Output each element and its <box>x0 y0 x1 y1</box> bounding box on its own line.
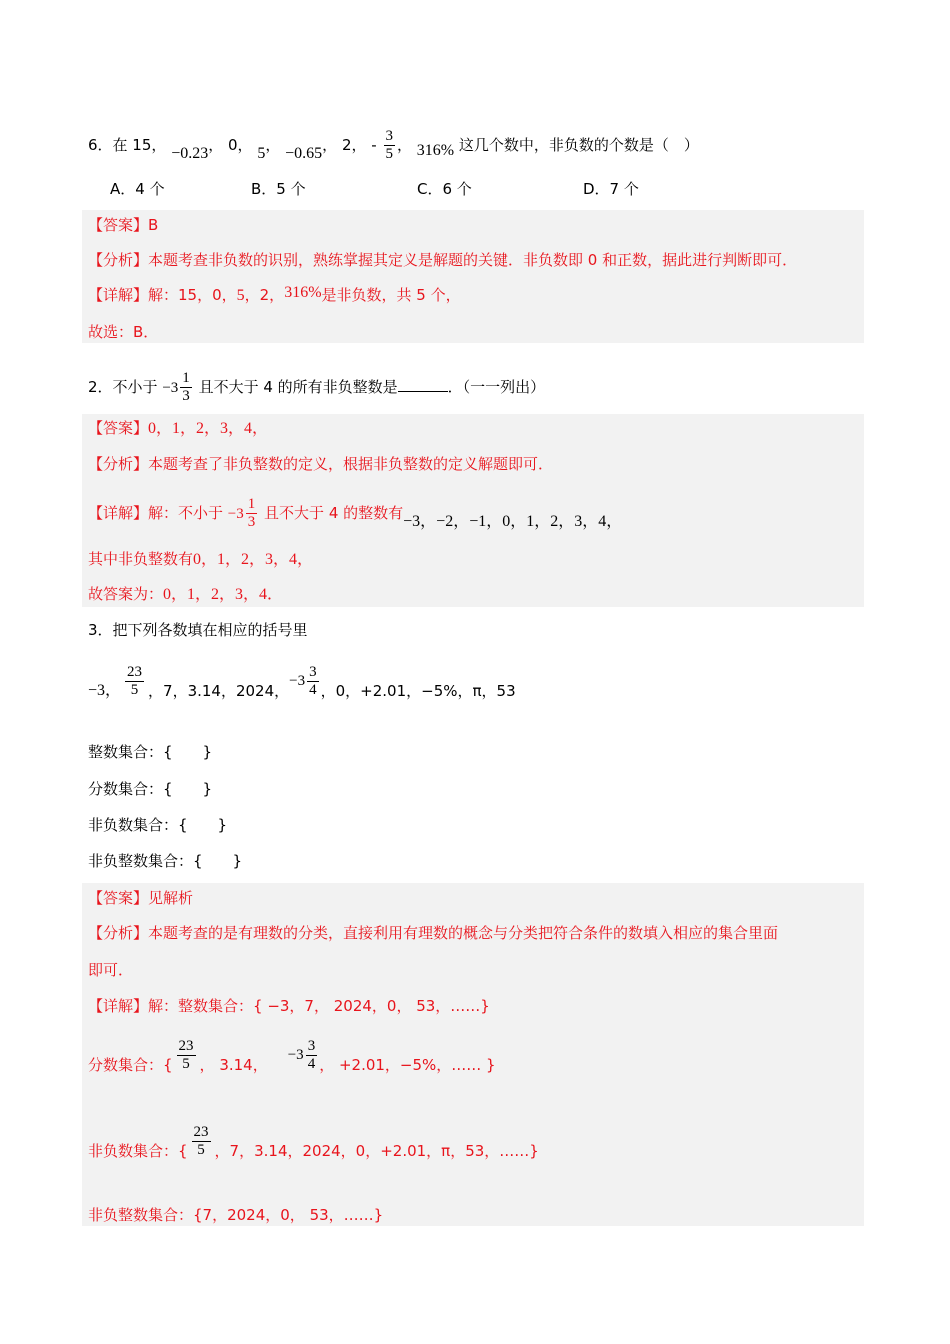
q2-detail-mid: 且不大于 4 的整数有 <box>264 504 404 522</box>
q2-stem-mid: 且不大于 4 的所有非负整数是 <box>198 378 398 396</box>
q2-nonneg-prefix: 其中非负整数有 <box>88 550 194 568</box>
q3-detail-fraction-num: 23 <box>178 1037 194 1054</box>
q2-detail-prefix: 【详解】解：不小于 <box>88 504 224 522</box>
q2-nonneg-values: 0，1，2，3，4， <box>193 551 314 568</box>
q2-mixed-frac <box>180 370 192 405</box>
q2-answer-label: 【答案】 <box>88 419 149 437</box>
q3-detail-nonneg-int: 非负整数集合：{7，2024，0， 53，……} <box>88 1206 384 1224</box>
q3-detail-integer: 【详解】解：整数集合：{ −3，7， 2024，0， 53，……} <box>88 997 490 1015</box>
q6-fraction-den: 5 <box>385 146 393 162</box>
q3-detail-fraction-prefix: 分数集合：{ <box>88 1056 173 1074</box>
q6-option-c: C．6 个 <box>417 180 472 198</box>
q2-mixed-number <box>162 370 193 405</box>
q3-set-nonneg-int: 非负整数集合：{ } <box>88 852 243 870</box>
q3-detail-fraction-mixed-frac <box>306 1038 318 1073</box>
q3-mixed-number <box>289 664 320 699</box>
q2-mixed-den: 3 <box>182 388 190 404</box>
q3-fraction-den: 5 <box>130 681 139 698</box>
q2-final <box>88 584 283 605</box>
q2-nonneg <box>88 549 313 570</box>
q6-fraction <box>384 128 396 163</box>
q2-final-values: 0，1，2，3，4． <box>163 586 284 603</box>
q3-detail-fraction-mixed <box>288 1038 319 1073</box>
q3-detail-fraction-tail: ， +2.01，−5%，…… } <box>319 1056 496 1074</box>
q3-detail-nonneg-prefix: 非负数集合：{ <box>88 1142 188 1160</box>
q3-detail-fraction-den: 5 <box>182 1055 190 1072</box>
q3-analysis-line-2: 即可． <box>88 961 134 979</box>
q3-answer: 【答案】见解析 <box>88 889 194 907</box>
q6-analysis: 【分析】本题考查非负数的识别，熟练掌握其定义是解题的关键．非负数即 0 和正数，据此进行判断即可． <box>88 251 798 269</box>
q3-fraction <box>125 664 144 699</box>
q6-detail-number-1: 5 <box>236 287 245 304</box>
q2-stem-prefix: 2．不小于 <box>88 378 158 396</box>
q3-detail-nonneg-num: 23 <box>193 1123 209 1140</box>
q3-mixed-num: 3 <box>309 663 317 680</box>
q2-detail-mixed-num: 1 <box>247 496 256 512</box>
q6-fraction-num: 3 <box>385 128 393 144</box>
q3-numbers-tail: ，0，+2.01，−5%，π，53 <box>320 682 516 700</box>
q3-set-nonneg: 非负数集合：{ } <box>88 816 228 834</box>
q2-answer-values: 0，1，2，3，4， <box>148 420 269 437</box>
q2-detail-mixed-frac <box>246 496 258 531</box>
q6-conclusion: 故选：B． <box>88 323 159 341</box>
q6-number-5: 2， <box>341 136 367 154</box>
q2-detail <box>88 496 622 531</box>
q6-detail-mid: ，2， <box>244 286 285 304</box>
q3-analysis-line-1: 【分析】本题考查的是有理数的分类，直接利用有理数的概念与分类把符合条件的数填入相应的集合里面 <box>88 924 779 942</box>
q2-detail-list: −3，−2，−1，0，1，2，3，4， <box>403 513 623 530</box>
q2-answer <box>88 418 268 439</box>
q3-numbers <box>88 656 516 706</box>
q3-detail-fraction-mid: ， 3.14， <box>199 1056 268 1074</box>
q2-stem <box>88 370 545 405</box>
q3-detail-fraction-mixed-whole: −3 <box>287 1047 304 1063</box>
q3-detail-fraction-frac <box>177 1038 196 1073</box>
q3-detail-fraction-mixed-den: 4 <box>307 1055 316 1072</box>
q3-numbers-mid: ，7，3.14，2024， <box>148 682 290 700</box>
q3-mixed-frac <box>307 664 319 699</box>
q3-mixed-whole: −3 <box>289 673 306 689</box>
q2-mixed-num: 1 <box>182 370 190 386</box>
q2-detail-mixed-whole: −3 <box>227 505 244 522</box>
q3-detail-nonneg <box>88 1116 539 1166</box>
q3-detail-nonneg-tail: ，7，3.14，2024，0，+2.01，π，53，……} <box>214 1142 539 1160</box>
q6-option-d: D．7 个 <box>583 180 639 198</box>
q6-number-1: −0.23 <box>171 145 209 162</box>
q3-set-fraction: 分数集合：{ } <box>88 780 213 798</box>
q3-set-integer: 整数集合：{ } <box>88 743 213 761</box>
q6-stem-suffix: 这几个数中，非负数的个数是（ ） <box>458 136 699 154</box>
q6-stem: 6．在 15， −0.23， 0， 5， −0.65， 2， - $\frac{3}{5}$ ， 316% 这几个数中，非负数的个数是（ ） <box>88 128 699 162</box>
q6-number-4: −0.65 <box>285 145 323 162</box>
q2-mixed-whole: −3 <box>162 379 179 396</box>
q3-detail-nonneg-den: 5 <box>197 1141 205 1158</box>
q3-detail-nonneg-frac <box>192 1124 211 1159</box>
q6-detail-number-2: 316% <box>284 284 322 301</box>
q2-answer-blank[interactable] <box>398 377 448 392</box>
q6-detail-prefix: 【详解】解：15，0， <box>88 286 237 304</box>
q6-detail <box>88 285 461 306</box>
q2-detail-mixed-den: 3 <box>247 514 256 530</box>
q6-stem-prefix: 6．在 15， <box>88 136 167 154</box>
q6-number-3: 5 <box>257 145 266 162</box>
q3-detail-fraction <box>88 1030 496 1080</box>
q2-detail-mixed <box>228 496 259 531</box>
q3-stem: 3．把下列各数填在相应的括号里 <box>88 621 308 639</box>
q6-solution-box <box>82 210 864 343</box>
q6-number-7: 316% <box>416 142 455 159</box>
q6-answer: 【答案】B <box>88 216 159 234</box>
q2-final-prefix: 故答案为： <box>88 585 164 603</box>
q3-number-1: −3， <box>88 682 122 699</box>
q3-mixed-den: 4 <box>309 681 317 698</box>
q2-analysis: 【分析】本题考查了非负整数的定义，根据非负整数的定义解题即可． <box>88 455 554 473</box>
q3-fraction-num: 23 <box>127 663 143 680</box>
q6-number-2: 0， <box>228 136 253 154</box>
q6-option-b: B．5 个 <box>251 180 306 198</box>
q6-fraction-sign: - <box>371 136 377 154</box>
q2-stem-suffix: ．（一一列出） <box>447 378 546 396</box>
q3-detail-fraction-mixed-num: 3 <box>307 1037 316 1054</box>
q6-detail-suffix: 是非负数，共 5 个， <box>321 286 461 304</box>
q6-option-a: A．4 个 <box>110 180 165 198</box>
